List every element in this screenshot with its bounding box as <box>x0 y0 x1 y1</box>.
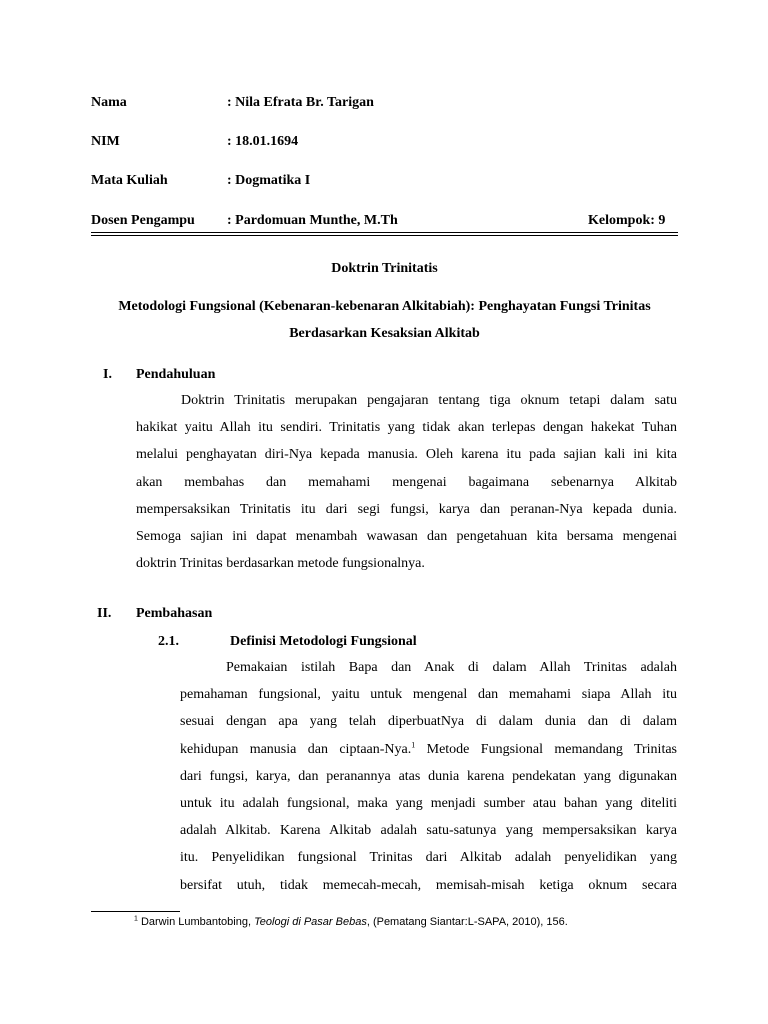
paragraph-line: adalah Alkitab. Karena Alkitab adalah satu-satunya yang mempersaksikan karya <box>180 823 677 839</box>
paragraph-line: Doktrin Trinitatis merupakan pengajaran tentang tiga oknum tetapi dalam satu <box>181 393 677 408</box>
field-label: NIM <box>91 134 120 149</box>
paragraph-line: dari fungsi, karya, dan peranannya atas dunia karena pendekatan yang digunakan <box>180 768 677 784</box>
footnote-separator <box>91 911 180 912</box>
footnote-author: Darwin Lumbantobing, <box>137 916 255 928</box>
paragraph-line: mempersaksikan Trinitatis itu dari segi fungsi, karya dan peranan-Nya kepada dunia. <box>136 501 677 517</box>
subsection-2-1-paragraph <box>180 654 677 899</box>
paragraph-line: Pemakaian istilah Bapa dan Anak di dalam Allah Trinitas adalah <box>226 660 677 675</box>
section-2-number: II. <box>97 606 112 621</box>
paragraph-line: sesuai dengan apa yang telah diperbuatNya di dalam dunia dan di dalam <box>180 714 677 730</box>
paragraph-line: melalui penghayatan diri-Nya kepada manusia. Oleh karena itu pada sajian kali ini kita <box>136 447 677 463</box>
footnote-work-title: Teologi di Pasar Bebas <box>254 916 367 928</box>
line-head: kehidupan manusia dan ciptaan-Nya. <box>180 741 412 757</box>
paragraph-line: pemahaman fungsional, yaitu untuk mengenal dan memahami siapa Allah itu <box>180 687 677 703</box>
field-value: : Dogmatika I <box>227 173 311 188</box>
field-label: Mata Kuliah <box>91 173 168 188</box>
footnote-reference[interactable]: 1 <box>411 739 416 749</box>
field-value: : Nila Efrata Br. Tarigan <box>227 95 374 110</box>
field-label: Nama <box>91 95 127 110</box>
footnote-mark: 1 <box>134 915 138 923</box>
paragraph-line: bersifat utuh, tidak memecah-mecah, memisah-misah ketiga oknum secara <box>180 877 677 893</box>
section-1-number: I. <box>103 367 112 382</box>
paragraph-line: doktrin Trinitas berdasarkan metode fungsionalnya. <box>136 556 425 572</box>
document-title: Doktrin Trinitatis <box>331 261 438 276</box>
field-value: : Pardomuan Munthe, M.Th <box>227 213 398 228</box>
footnote-publication: , (Pematang Siantar:L-SAPA, 2010), 156. <box>366 916 568 928</box>
paragraph-line: itu. Penyelidikan fungsional Trinitas dari Alkitab adalah penyelidikan yang <box>180 850 677 866</box>
group-number: Kelompok: 9 <box>588 213 666 228</box>
subsection-2-1-number: 2.1. <box>158 634 179 649</box>
header-rule-top <box>91 232 678 233</box>
paragraph-line: Semoga sajian ini dapat menambah wawasan dan pengetahuan kita bersama mengenai <box>136 529 677 545</box>
paragraph-line: untuk itu adalah fungsional, maka yang menjadi sumber atau bahan yang diteliti <box>180 796 677 812</box>
line-tail: Metode Fungsional memandang Trinitas <box>415 741 677 757</box>
section-1-heading: Pendahuluan <box>136 367 216 382</box>
section-1-paragraph <box>136 387 677 577</box>
subsection-2-1-heading: Definisi Metodologi Fungsional <box>230 634 417 649</box>
subtitle-line-2: Berdasarkan Kesaksian Alkitab <box>289 326 480 341</box>
footnote <box>134 915 568 929</box>
subtitle-line-1: Metodologi Fungsional (Kebenaran-kebenaran Alkitabiah): Penghayatan Fungsi Trinitas <box>118 299 651 314</box>
field-label: Dosen Pengampu <box>91 213 195 228</box>
paragraph-line <box>180 736 677 763</box>
section-2-heading: Pembahasan <box>136 606 213 621</box>
paragraph-line: hakikat yaitu Allah itu sendiri. Trinitatis yang tidak akan terlepas dengan hakekat Tuhan <box>136 420 677 436</box>
paragraph-line: akan membahas dan memahami mengenai bagaimana sebenarnya Alkitab <box>136 474 677 490</box>
header-rule-bottom <box>91 235 678 236</box>
field-value: : 18.01.1694 <box>227 134 299 149</box>
